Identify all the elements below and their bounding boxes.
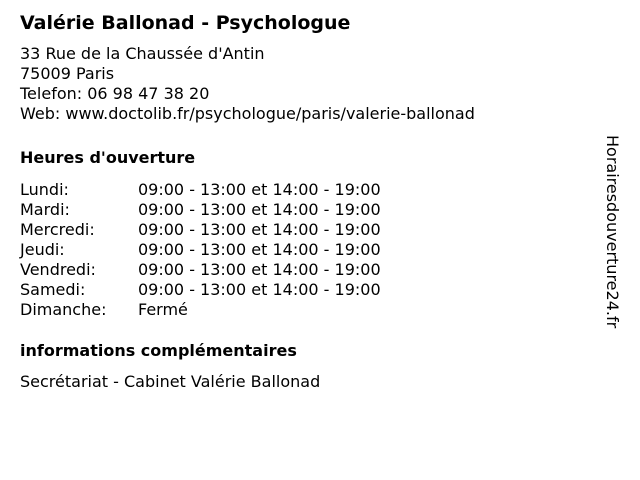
hours-row-saturday	[20, 280, 600, 300]
hours-day: Lundi:	[20, 180, 69, 199]
business-title: Valérie Ballonad - Psychologue	[20, 12, 351, 34]
opening-hours-list	[20, 180, 600, 320]
opening-hours-heading: Heures d'ouverture	[20, 148, 196, 167]
hours-time: 09:00 - 13:00 et 14:00 - 19:00	[138, 200, 381, 219]
hours-row-sunday	[20, 300, 600, 320]
hours-row-tuesday	[20, 200, 600, 220]
hours-time: 09:00 - 13:00 et 14:00 - 19:00	[138, 180, 381, 199]
city-postal-code: 75009 Paris	[20, 64, 115, 83]
website-url: Web: www.doctolib.fr/psychologue/paris/valerie-ballonad	[20, 104, 475, 123]
hours-row-friday	[20, 260, 600, 280]
hours-day: Jeudi:	[20, 240, 65, 259]
hours-time: 09:00 - 13:00 et 14:00 - 19:00	[138, 240, 381, 259]
hours-row-thursday	[20, 240, 600, 260]
hours-row-wednesday	[20, 220, 600, 240]
hours-day: Mercredi:	[20, 220, 95, 239]
hours-row-monday	[20, 180, 600, 200]
additional-info-text: Secrétariat - Cabinet Valérie Ballonad	[20, 372, 321, 391]
hours-day: Samedi:	[20, 280, 86, 299]
hours-time: Fermé	[138, 300, 188, 319]
hours-time: 09:00 - 13:00 et 14:00 - 19:00	[138, 220, 381, 239]
business-card	[20, 10, 600, 392]
street-address: 33 Rue de la Chaussée d'Antin	[20, 44, 265, 63]
phone-number: Telefon: 06 98 47 38 20	[20, 84, 210, 103]
hours-time: 09:00 - 13:00 et 14:00 - 19:00	[138, 260, 381, 279]
site-watermark: Horairesdouverture24.fr	[603, 135, 622, 329]
hours-time: 09:00 - 13:00 et 14:00 - 19:00	[138, 280, 381, 299]
hours-day: Dimanche:	[20, 300, 107, 319]
hours-day: Vendredi:	[20, 260, 96, 279]
hours-day: Mardi:	[20, 200, 70, 219]
additional-info-heading: informations complémentaires	[20, 341, 297, 360]
